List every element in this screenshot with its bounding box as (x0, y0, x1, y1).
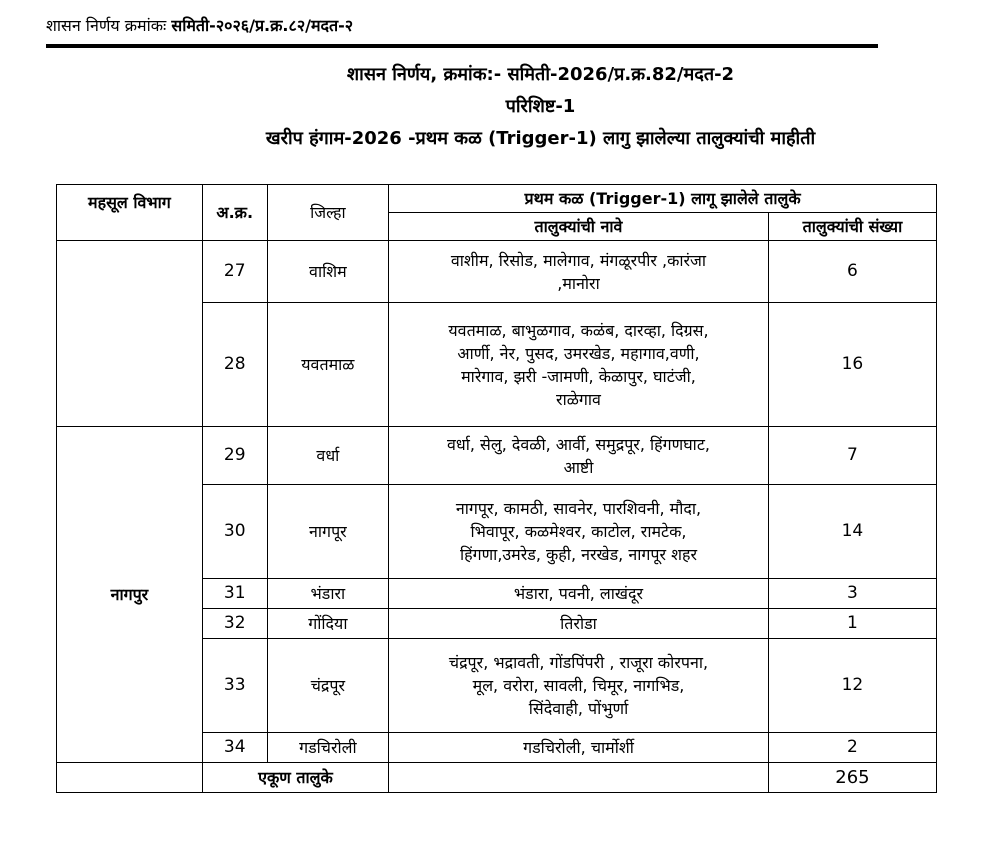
taluka-names-line: मूल, वरोरा, सावली, चिमूर, नागभिड, (472, 676, 685, 695)
header-trigger-group: प्रथम कळ (Trigger-1) लागू झालेले तालुके (389, 185, 937, 213)
taluka-names-line: हिंगणा,उमरेड, कुही, नरखेड, नागपूर शहर (459, 545, 698, 564)
decision-title: शासन निर्णय, क्रमांक:- समिती-2026/प्र.क्र.82/मदत-2 (346, 64, 735, 85)
taluka-names-cell (389, 733, 769, 763)
table-row (57, 427, 937, 485)
taluka-names-line: वाशीम, रिसोड, मालेगाव, मंगळूरपीर ,कारंजा (450, 250, 707, 270)
taluka-names-cell (389, 639, 769, 733)
serial-cell: 33 (202, 639, 267, 733)
taluka-names-line: वर्धा, सेलु, देवळी, आर्वी, समुद्रपूर, हिंगणघाट, (447, 434, 710, 454)
taluka-count-cell: 2 (768, 733, 936, 763)
reference-number: समिती-२०२६/प्र.क्र.८२/मदत-२ (171, 16, 354, 35)
taluka-names-line: ,मानोरा (557, 273, 600, 293)
taluka-names-line: भंडारा, पवनी, लाखंदूर (513, 584, 644, 603)
taluka-names-cell (389, 609, 769, 639)
district-cell: भंडारा (267, 579, 389, 609)
taluka-names-cell (389, 427, 769, 485)
serial-cell: 28 (202, 303, 267, 427)
serial-cell: 32 (202, 609, 267, 639)
taluka-count-cell: 14 (768, 485, 936, 579)
district-cell: नागपूर (267, 485, 389, 579)
district-cell: वाशिम (267, 241, 389, 303)
taluka-names-cell (389, 579, 769, 609)
taluka-names-line: नागपूर, कामठी, सावनेर, पारशिवनी, मौदा, (455, 499, 702, 518)
taluka-names-line: मारेगाव, झरी -जामणी, केळापुर, घाटंजी, (461, 366, 696, 386)
district-cell: गडचिरोली (267, 733, 389, 763)
taluka-count-cell: 1 (768, 609, 936, 639)
header-serial: अ.क्र. (202, 185, 267, 241)
header-district: जिल्हा (267, 185, 389, 241)
taluka-names-line: आष्टी (563, 457, 594, 477)
talukas-table (56, 184, 937, 793)
total-count: 265 (768, 763, 936, 793)
serial-cell: 29 (202, 427, 267, 485)
header-taluka-names: तालुक्यांची नावे (389, 213, 769, 241)
document-reference (46, 14, 353, 36)
table-caption: खरीप हंगाम-2026 -प्रथम कळ (Trigger-1) लागु झालेल्या तालुक्यांची माहीती (265, 128, 816, 149)
district-cell: चंद्रपूर (267, 639, 389, 733)
division-cell-blank (57, 241, 203, 427)
taluka-count-cell: 16 (768, 303, 936, 427)
taluka-count-cell: 6 (768, 241, 936, 303)
taluka-count-cell: 7 (768, 427, 936, 485)
total-label: एकूण तालुके (202, 763, 388, 793)
serial-cell: 27 (202, 241, 267, 303)
serial-cell: 34 (202, 733, 267, 763)
taluka-names-line: भिवापूर, कळमेश्वर, काटोल, रामटेक, (470, 522, 687, 541)
total-row (57, 763, 937, 793)
total-blank-names (389, 763, 769, 793)
taluka-count-cell: 12 (768, 639, 936, 733)
district-cell: वर्धा (267, 427, 389, 485)
taluka-count-cell: 3 (768, 579, 936, 609)
reference-prefix: शासन निर्णय क्रमांकः (46, 16, 167, 35)
annexure-title: परिशिष्ट-1 (505, 96, 576, 117)
header-taluka-count: तालुक्यांची संख्या (768, 213, 936, 241)
taluka-names-line: सिंदेवाही, पोंभुर्णा (528, 699, 629, 718)
taluka-names-cell (389, 303, 769, 427)
taluka-names-line: तिरोडा (560, 614, 597, 633)
taluka-names-line: आर्णी, नेर, पुसद, उमरखेड, महागाव,वणी, (457, 343, 700, 363)
taluka-names-line: चंद्रपूर, भद्रावती, गोंडपिंपरी , राजूरा कोरपना, (448, 653, 709, 672)
table-row (57, 241, 937, 303)
taluka-names-cell (389, 485, 769, 579)
district-cell: गोंदिया (267, 609, 389, 639)
district-cell: यवतमाळ (267, 303, 389, 427)
taluka-names-line: यवतमाळ, बाभुळगाव, कळंब, दारव्हा, दिग्रस, (448, 320, 709, 340)
division-cell-nagpur: नागपुर (57, 427, 203, 763)
serial-cell: 30 (202, 485, 267, 579)
serial-cell: 31 (202, 579, 267, 609)
header-division: महसूल विभाग (57, 185, 203, 241)
header-rule (46, 44, 878, 48)
taluka-names-cell (389, 241, 769, 303)
taluka-names-line: गडचिरोली, चार्मोर्शी (523, 738, 634, 757)
taluka-names-line: राळेगाव (556, 389, 601, 409)
total-blank-cell (57, 763, 203, 793)
